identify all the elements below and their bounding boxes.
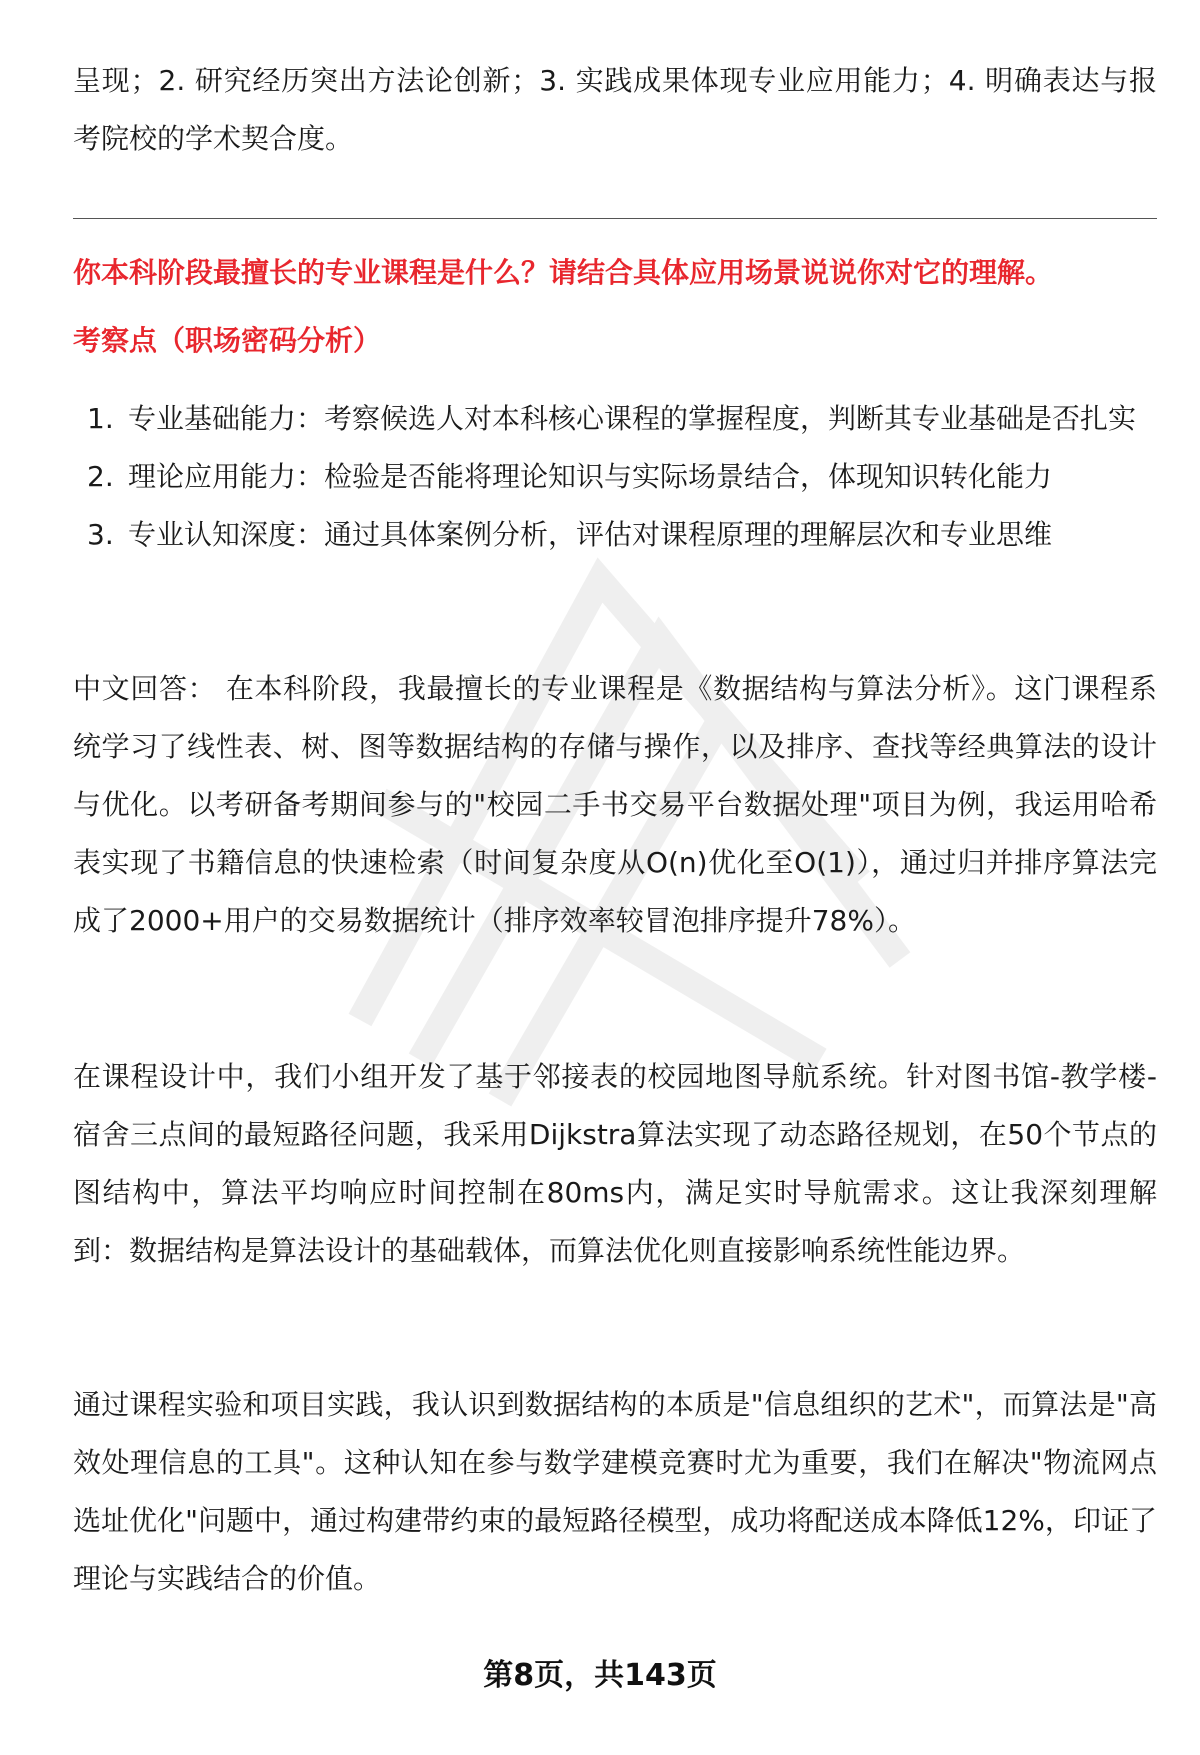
point-number: 2. (87, 460, 114, 493)
point-item (73, 506, 1157, 564)
point-item (73, 448, 1157, 506)
point-number: 3. (87, 518, 114, 551)
points-list (73, 390, 1157, 564)
point-item (73, 390, 1157, 448)
points-heading: 考察点（职场密码分析） (73, 324, 382, 357)
point-number: 1. (87, 402, 114, 435)
intro-paragraph: 呈现；2. 研究经历突出方法论创新；3. 实践成果体现专业应用能力；4. 明确表达与报考院校的学术契合度。 (73, 64, 1157, 155)
point-text: 专业认知深度：通过具体案例分析，评估对课程原理的理解层次和专业思维 (128, 518, 1053, 551)
page-number-footer: 第8页，共143页 (483, 1658, 717, 1693)
point-text: 专业基础能力：考察候选人对本科核心课程的掌握程度，判断其专业基础是否扎实 (128, 402, 1137, 435)
interview-question: 你本科阶段最擅长的专业课程是什么？请结合具体应用场景说说你对它的理解。 (73, 256, 1054, 289)
answer-paragraph-1: 中文回答： 在本科阶段，我最擅长的专业课程是《数据结构与算法分析》。这门课程系统学习了线性表、树、图等数据结构的存储与操作，以及排序、查找等经典算法的设计与优化。以考研备考期间参与的"校园二手书交易平台数据处理"项目为例，我运用哈希表实现了书籍信息的快速检索（时间复杂度从O(n)优化至O(1)），通过归并排序算法完成了2000+用户的交易数据统计（排序效率较冒泡排序提升78%）。 (73, 672, 1157, 937)
answer-paragraph-3: 通过课程实验和项目实践，我认识到数据结构的本质是"信息组织的艺术"，而算法是"高效处理信息的工具"。这种认知在参与数学建模竞赛时尤为重要，我们在解决"物流网点选址优化"问题中，通过构建带约束的最短路径模型，成功将配送成本降低12%，印证了理论与实践结合的价值。 (73, 1388, 1157, 1595)
answer-paragraph-2: 在课程设计中，我们小组开发了基于邻接表的校园地图导航系统。针对图书馆-教学楼-宿舍三点间的最短路径问题，我采用Dijkstra算法实现了动态路径规划，在50个节点的图结构中，算法平均响应时间控制在80ms内，满足实时导航需求。这让我深刻理解到：数据结构是算法设计的基础载体，而算法优化则直接影响系统性能边界。 (73, 1060, 1157, 1267)
section-divider (73, 218, 1157, 219)
point-text: 理论应用能力：检验是否能将理论知识与实际场景结合，体现知识转化能力 (128, 460, 1053, 493)
